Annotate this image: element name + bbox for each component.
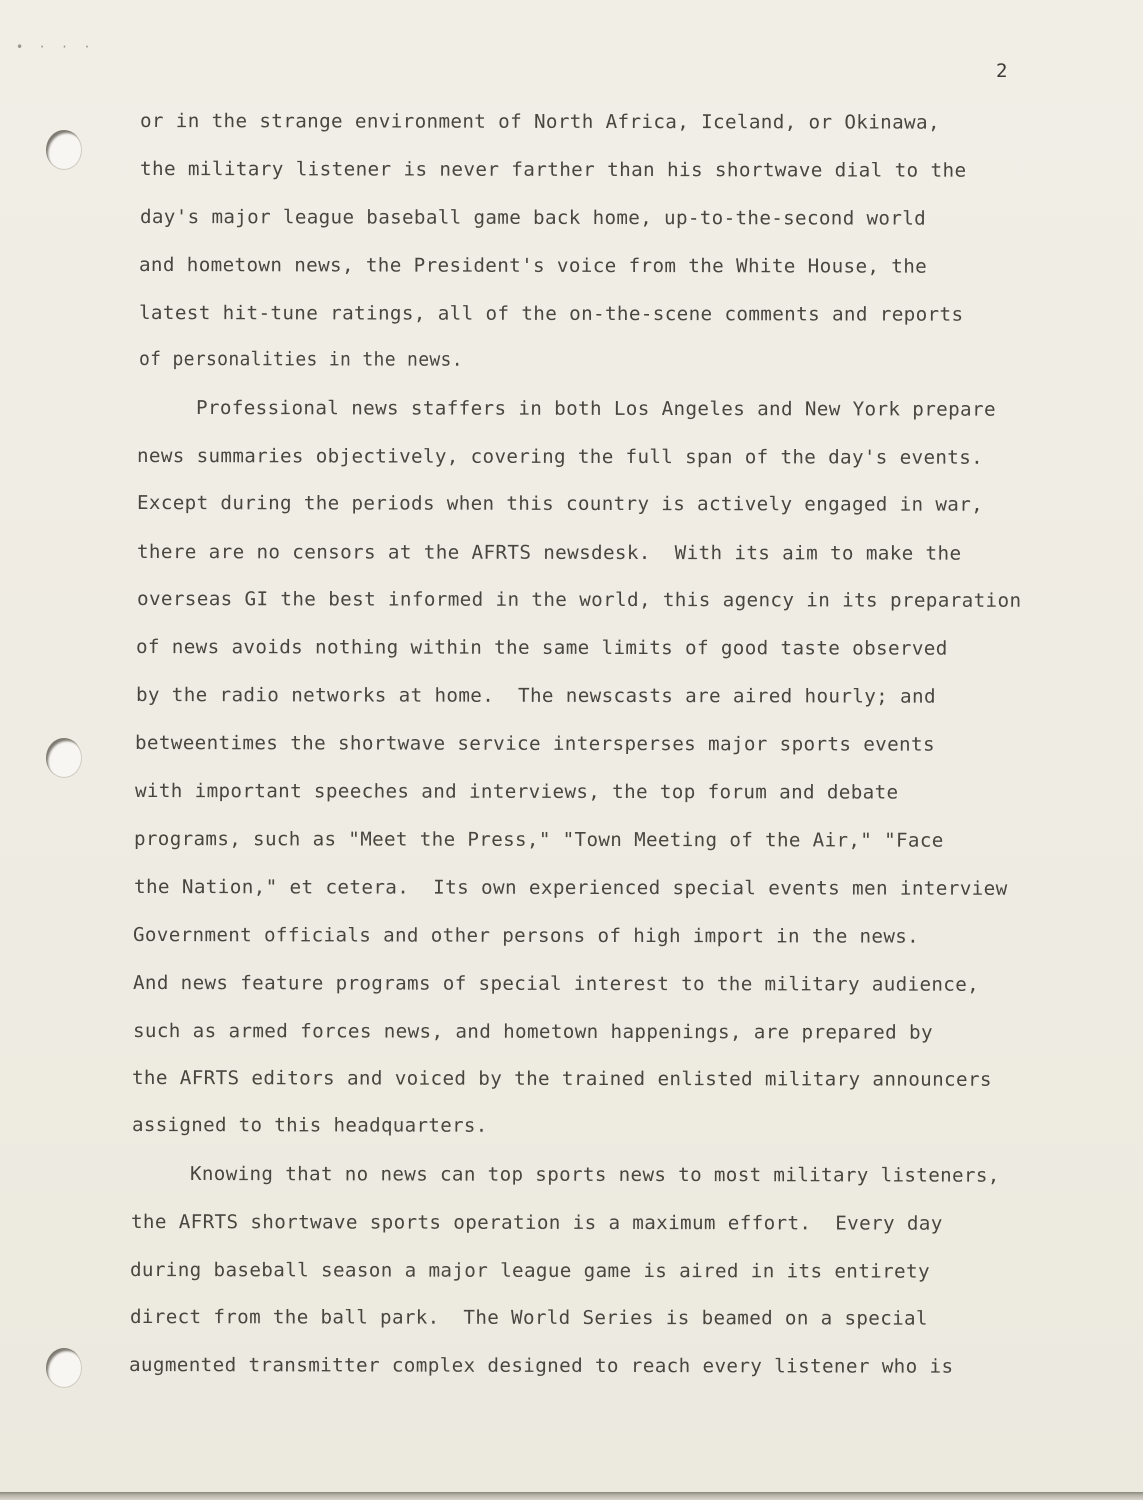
corner-marks: • · · · (16, 40, 95, 54)
text-line: Government officials and other persons of high import in the news. (132, 924, 920, 948)
text-line: such as armed forces news, and hometown happenings, are prepared by (132, 1020, 933, 1044)
text-line: And news feature programs of special interest to the military audience, (132, 972, 980, 996)
text-line: the Nation," et cetera. Its own experienced special events men interview (133, 876, 1008, 900)
punch-hole (46, 1348, 82, 1388)
punch-hole (46, 738, 82, 778)
text-line: augmented transmitter complex designed to reach every listener who is (128, 1354, 954, 1378)
text-line: day's major league baseball game back home, up-to-the-second world (139, 206, 927, 230)
text-line: of personalities in the news. (138, 348, 463, 371)
text-line: there are no censors at the AFRTS newsdesk. With its aim to make the (136, 541, 962, 565)
text-line: or in the strange environment of North Africa, Iceland, or Okinawa, (139, 110, 940, 134)
text-line: the AFRTS shortwave sports operation is a maximum effort. Every day (130, 1211, 943, 1235)
text-line: programs, such as "Meet the Press," "Town Meeting of the Air," "Face (133, 828, 944, 852)
text-line: and hometown news, the President's voice from the White House, the (138, 254, 928, 278)
text-line: during baseball season a major league game is aired in its entirety (129, 1259, 930, 1283)
text-line: betweentimes the shortwave service intersperses major sports events (134, 732, 935, 756)
text-line: the AFRTS editors and voiced by the trained enlisted military announcers (131, 1067, 992, 1091)
text-line: Except during the periods when this country is actively engaged in war, (136, 492, 984, 516)
text-line: news summaries objectively, covering the full span of the day's events. (136, 445, 984, 469)
text-line: assigned to this headquarters. (131, 1114, 488, 1137)
punch-hole (46, 130, 82, 170)
text-line: the military listener is never farther than his shortwave dial to the (139, 158, 967, 182)
text-line: of news avoids nothing within the same limits of good taste observed (135, 636, 948, 660)
text-line: latest hit-tune ratings, all of the on-the-scene comments and reports (138, 302, 964, 326)
text-line: Professional news staffers in both Los Angeles and New York prepare (195, 397, 996, 421)
page-number: 2 (996, 60, 1008, 82)
text-line: overseas GI the best informed in the world, this agency in its preparation (136, 588, 1022, 612)
page-bottom-edge (0, 1492, 1143, 1500)
text-line: Knowing that no news can top sports news to most military listeners, (189, 1163, 1000, 1187)
text-line: direct from the ball park. The World Series is beamed on a special (129, 1306, 928, 1330)
text-line: by the radio networks at home. The newscasts are aired hourly; and (135, 684, 936, 708)
text-line: with important speeches and interviews, the top forum and debate (134, 780, 899, 804)
